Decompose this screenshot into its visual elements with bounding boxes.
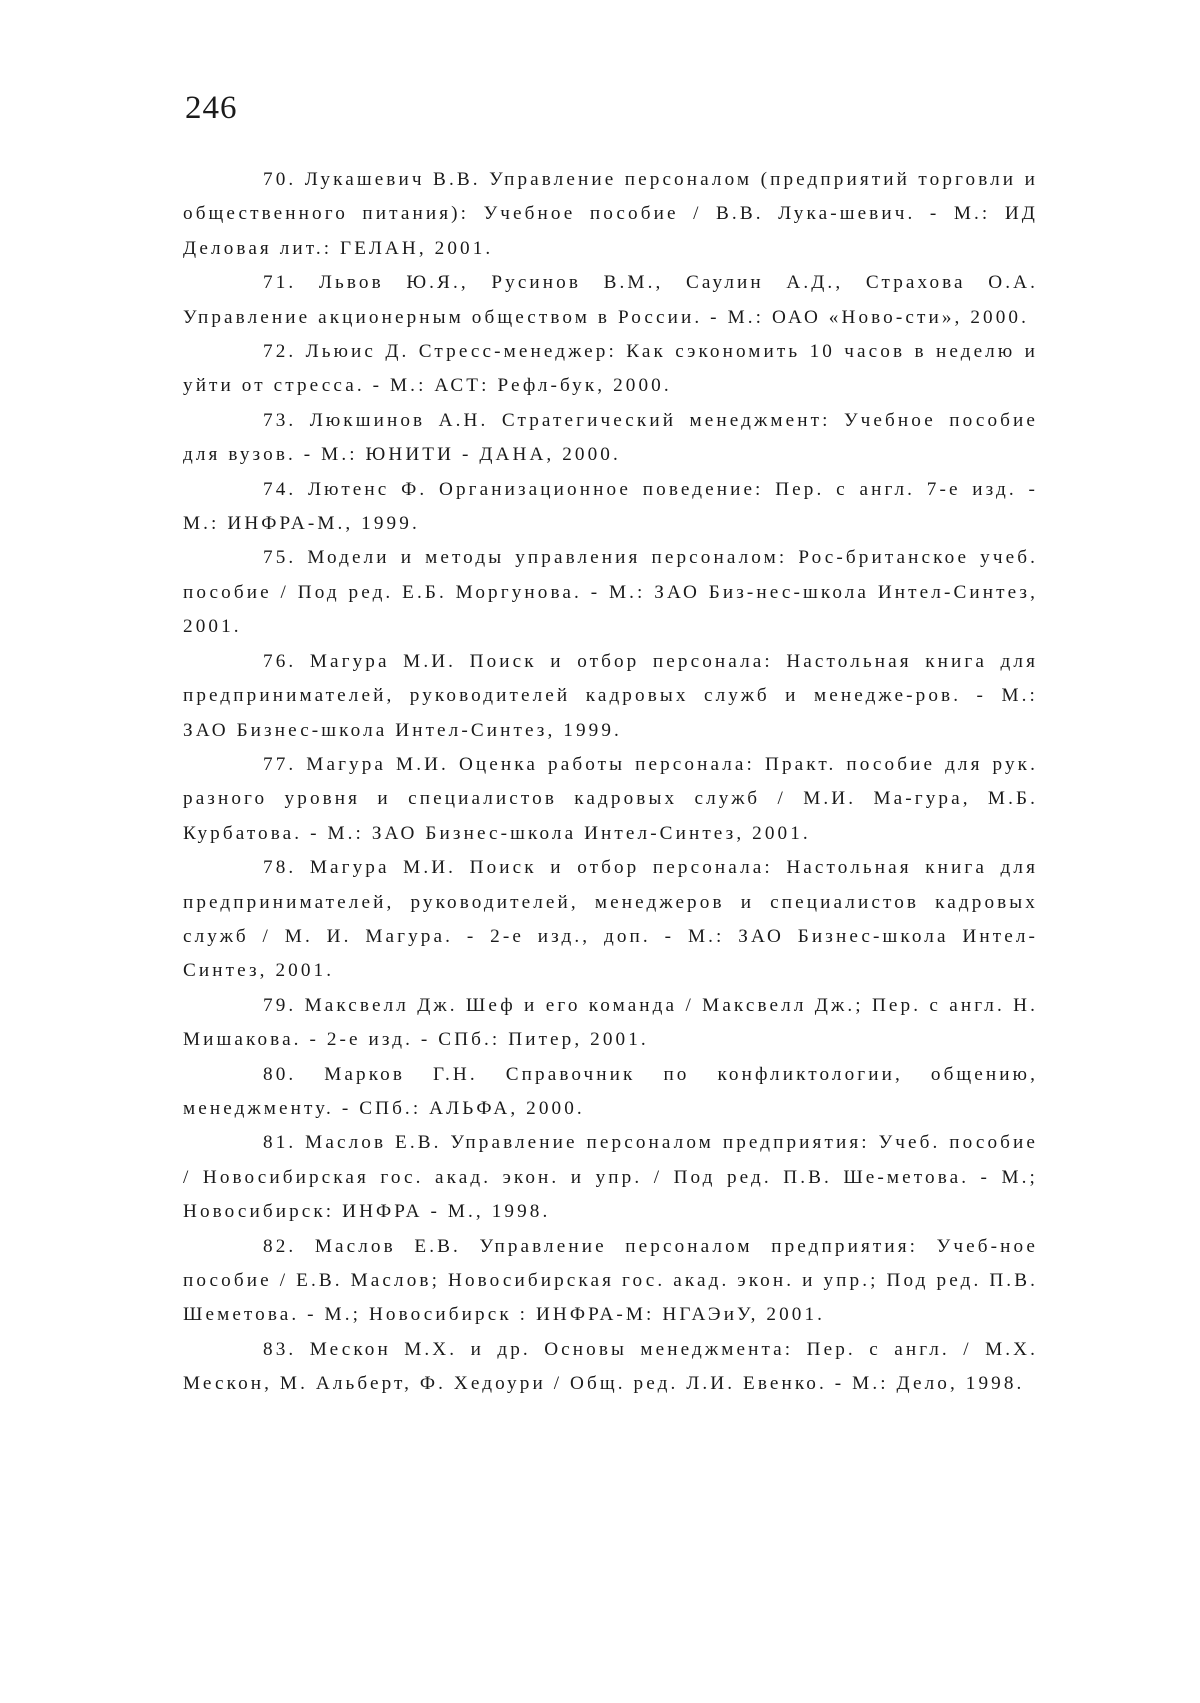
bibliography-entry-76: 76. Магура М.И. Поиск и отбор персонала: Настольная книга для предпринимателей, руководителей кадровых служб и менедже-ров. - М.: ЗАО Бизнес-школа Интел-Синтез, 1999.: [183, 650, 1038, 741]
bibliography-entry-79: 79. Максвелл Дж. Шеф и его команда / Максвелл Дж.; Пер. с англ. Н. Мишакова. - 2-е изд. - СПб.: Питер, 2001.: [183, 994, 1038, 1051]
bibliography-entry-72: 72. Льюис Д. Стресс-менеджер: Как сэкономить 10 часов в неделю и уйти от стресса. - М.: АСТ: Рефл-бук, 2000.: [183, 341, 1038, 397]
bibliography-entry-80: 80. Марков Г.Н. Справочник по конфликтологии, общению, менеджменту. - СПб.: АЛЬФА, 2000.: [183, 1063, 1038, 1119]
bibliography-list: [183, 163, 1038, 1402]
bibliography-entry-74: 74. Лютенс Ф. Организационное поведение: Пер. с англ. 7-е изд. - М.: ИНФРА-М., 1999.: [183, 478, 1038, 535]
bibliography-entry-70: 70. Лукашевич В.В. Управление персоналом (предприятий торговли и общественного питания): Учебное пособие / В.В. Лука-шевич. - М.: ИД Деловая лит.: ГЕЛАН, 2001.: [183, 169, 1038, 259]
bibliography-entry-83: 83. Мескон М.Х. и др. Основы менеджмента: Пер. с англ. / М.Х. Мескон, М. Альберт, Ф. Хедоури / Общ. ред. Л.И. Евенко. - М.: Дело, 1998.: [183, 1338, 1038, 1395]
bibliography-entry-77: 77. Магура М.И. Оценка работы персонала: Практ. пособие для рук. разного уровня и специалистов кадровых служб / М.И. Ма-гура, М.Б. Курбатова. - М.: ЗАО Бизнес-школа Интел-Синтез, 2001.: [183, 753, 1038, 844]
bibliography-entry-81: 81. Маслов Е.В. Управление персоналом предприятия: Учеб. пособие / Новосибирская гос. акад. экон. и упр. / Под ред. П.В. Ше-метова. - М.; Новосибирск: ИНФРА - М., 1998.: [183, 1132, 1038, 1223]
bibliography-entry-82: 82. Маслов Е.В. Управление персоналом предприятия: Учеб-ное пособие / Е.В. Маслов; Новосибирская гос. акад. экон. и упр.; Под ред. П.В. Шеметова. - М.; Новосибирск : ИНФРА-М: НГАЭиУ, 2001.: [183, 1235, 1038, 1326]
page-number: 246: [185, 90, 238, 126]
bibliography-entry-71: 71. Львов Ю.Я., Русинов В.М., Саулин А.Д., Страхова О.А. Управление акционерным обществом в России. - М.: ОАО «Ново-сти», 2000.: [183, 272, 1038, 328]
bibliography-entry-78: 78. Магура М.И. Поиск и отбор персонала: Настольная книга для предпринимателей, руководителей, менеджеров и специалистов кадровых служб / М. И. Магура. - 2-е изд., доп. - М.: ЗАО Бизнес-школа Интел-Синтез, 2001.: [183, 857, 1038, 982]
bibliography-entry-73: 73. Люкшинов А.Н. Стратегический менеджмент: Учебное пособие для вузов. - М.: ЮНИТИ - ДАНА, 2000.: [183, 409, 1038, 466]
bibliography-entry-75: 75. Модели и методы управления персоналом: Рос-британское учеб. пособие / Под ред. Е.Б. Моргунова. - М.: ЗАО Биз-нес-школа Интел-Синтез, 2001.: [183, 547, 1038, 638]
